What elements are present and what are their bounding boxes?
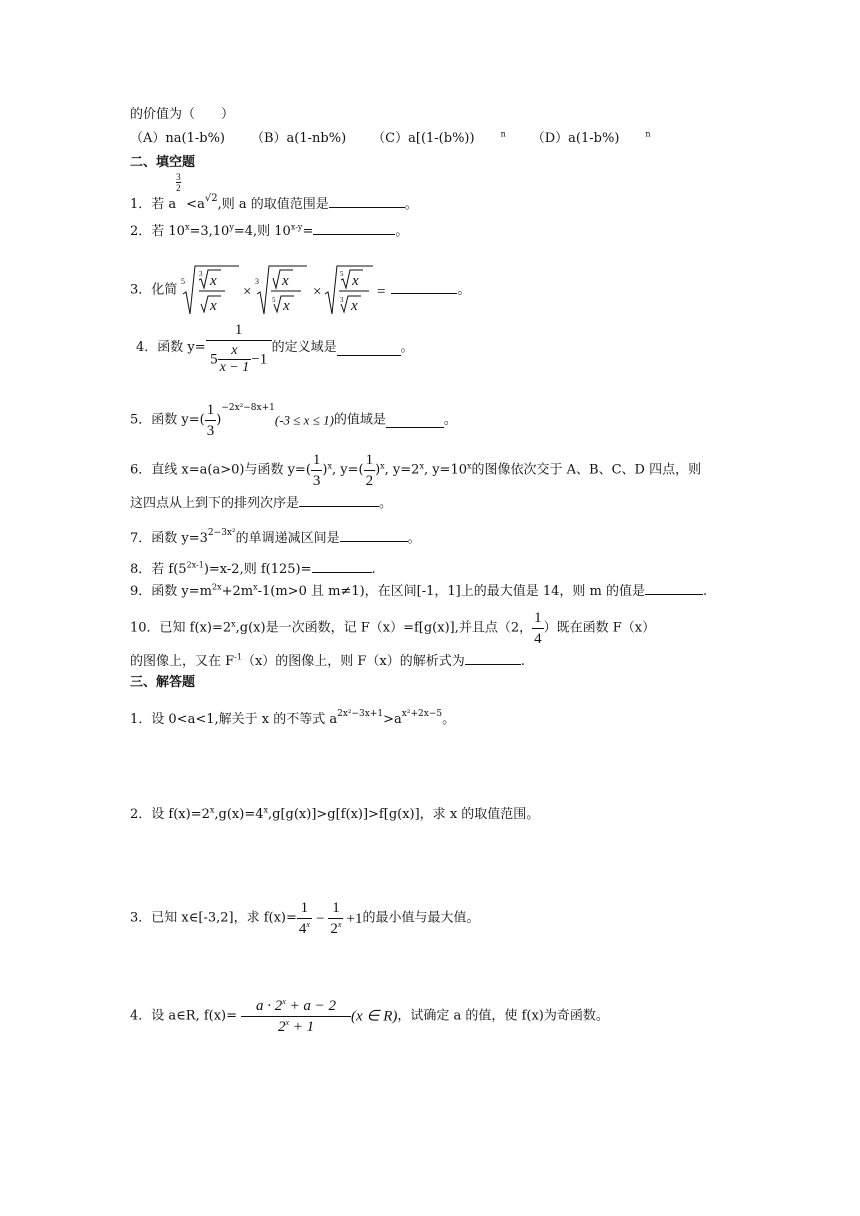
option-b: （B）a(1-nb%) [251,131,347,146]
fill-question-9: 9．函数 $y=m^{2x}+2m^x-1(m>0$ 且 m≠1)，在区间[-1，1]上的最大值是 14，则 m 的值是 . [130,580,707,601]
svg-text:5: 5 [272,296,276,304]
svg-text:3: 3 [255,277,260,286]
answer-blank[interactable] [386,413,444,428]
option-d: （D）a(1-b%) $^n$ [531,129,651,146]
question-tail: 的价值为（ ） [130,107,235,122]
answer-blank[interactable] [337,341,401,356]
section-heading-solve: 三、解答题 [130,675,196,690]
svg-text:x: x [282,273,290,289]
svg-text:5: 5 [340,270,344,278]
option-c: （C）a[(1-(b%)) $^n$ [372,129,506,146]
option-a: （A）na(1-b%) [130,131,225,146]
svg-text:x: x [210,298,218,314]
fill-question-10: 10．已知 $f(x)=2^x,g(x)$是一次函数，记 F（x）=f[g(x)],并且点（2， $\frac{1}{4}$ ）既在函数 F（x） [130,610,656,647]
fill-question-5: 5．函数 y=( $\frac{1}{3}$ )$^{-2x^2-8x+1}$(-3 ≤ x ≤ 1)的值域是 。 [130,402,457,439]
section-heading-fill-in: 二、填空题 [130,155,196,170]
fill-question-2: 2．若 $10^x=3,10^y=4$,则 $10^{x-y}=$ 。 [130,220,408,241]
answer-blank[interactable] [313,220,395,235]
svg-text:×: × [243,284,252,300]
svg-text:x: x [352,273,360,289]
radical-expression [181,262,391,318]
solve-question-3: 3．已知 x∈[-3,2]，求 f(x)= $\frac{1}{4^x}$ − $\frac{1}{2^x}$ +1的最小值与最大值。 [130,900,480,937]
answer-blank[interactable] [329,193,405,208]
svg-text:×: × [313,284,322,300]
solve-question-1: 1．设 0<a<1,解关于 x 的不等式 $a^{2x^2-3x+1}>a^{x^2+2x-5}$。 [130,709,456,727]
fill-question-4: 4．函数 y= 1 5 $\frac{x}{x - 1}$ −1 的定义域是 。 [136,322,414,375]
fill-question-8: 8．若 $f(5^{2x-1})=x-2$,则 f(125)= . [130,558,376,579]
fill-question-7: 7．函数 $y=3^{2-3x^2}$的单调递减区间是 。 [130,528,421,546]
svg-text:x: x [351,298,359,314]
fill-question-6: 6．直线 x=a(a>0)与函数 y=( $\frac{1}{3}$ )$^x$, y=( $\frac{1}{2}$ )$^x$, $y=2^x$, $y=10^x$的图像依次交于 A、B、C、D 四点，则 [130,452,702,489]
answer-blank[interactable] [340,527,408,542]
solve-question-2: 2．设 $f(x)=2^x,g(x)=4^x,g[g(x)]>g[f(x)]>f[g(x)]$，求 x 的取值范围。 [130,805,540,822]
fill-question-3: 3．化简 5 3 x x × 3 x 5 x × 5 x 3 x = 。 [130,262,470,318]
answer-blank[interactable] [391,279,457,294]
svg-text:x: x [283,298,291,314]
svg-text:x: x [210,273,218,289]
solve-question-4: 4．设 a∈R, f(x)= $\frac{a \cdot 2^x + a - 2}{2^x + 1}$ (x ∈ R)，试确定 a 的值，使 f(x)为奇函数。 [130,997,609,1035]
svg-text:3: 3 [340,296,344,304]
svg-text:=: = [377,284,386,300]
svg-text:3: 3 [199,270,203,278]
answer-blank[interactable] [465,650,521,665]
choice-options [130,130,677,148]
answer-blank[interactable] [299,492,379,507]
answer-blank[interactable] [645,580,703,595]
fill-question-6-line-2: 这四点从上到下的排列次序是 。 [130,492,392,513]
svg-text:5: 5 [181,277,186,286]
fill-question-1: 1．若 a $\frac{3}{2}$ $<a^{√2}$,则 a 的取值范围是 。 [130,172,418,212]
answer-blank[interactable] [312,558,372,573]
fill-question-10-line-2: 的图像上，又在 $F^{-1}(x)$的图像上，则 F（x）的解析式为 . [130,650,525,671]
